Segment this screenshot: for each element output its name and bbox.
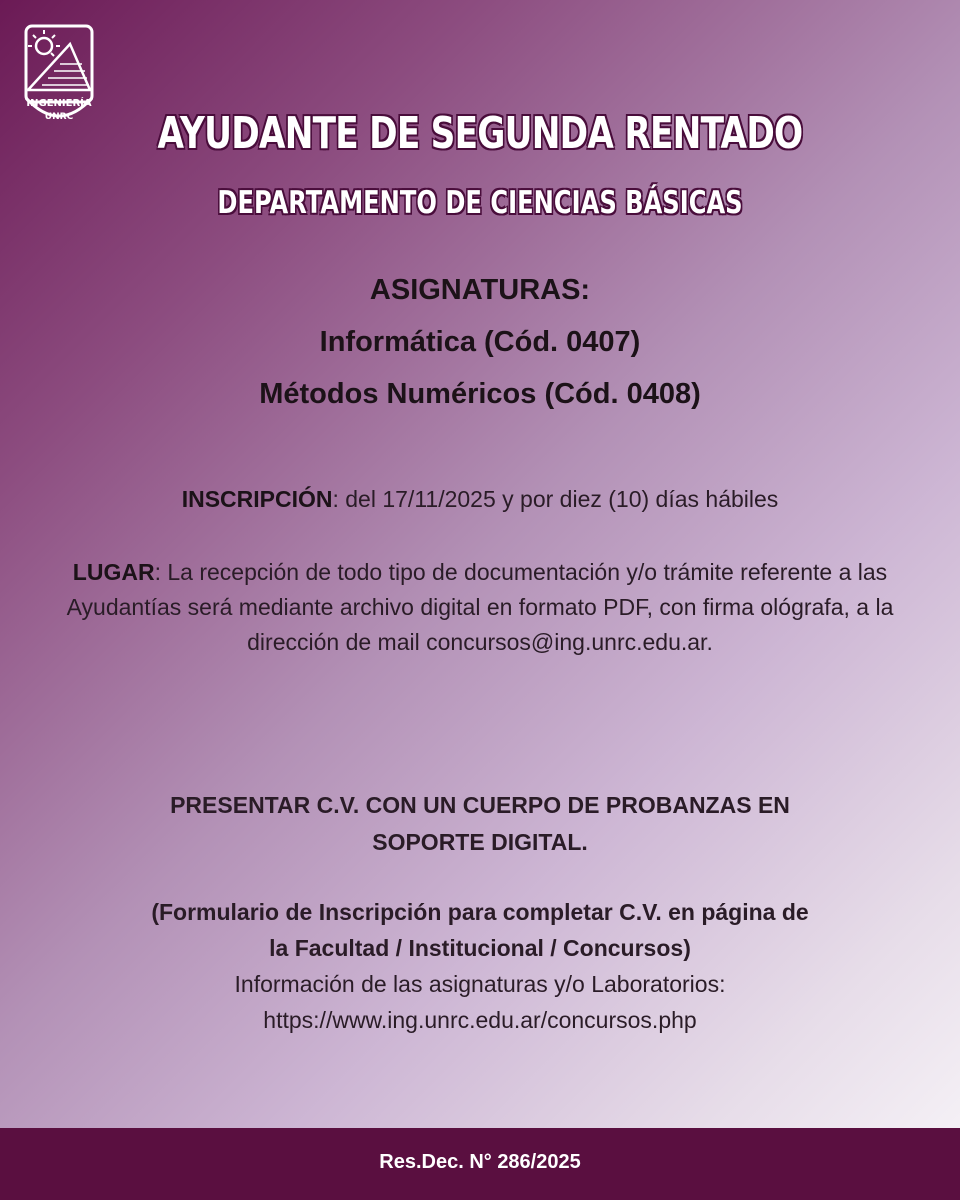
logo-text-ingenieria: INGENIERÍA (26, 98, 92, 109)
formulario-paragraph (40, 894, 920, 1038)
lugar-text: : La recepción de todo tipo de documentación y/o trámite referente a las Ayudantías será mediante archivo digital en formato PDF, con firma ológrafa, a la dirección de mail concursos@ing.unrc.edu.ar. (66, 559, 894, 655)
lugar-label: LUGAR (72, 559, 155, 585)
subject-item-informatica: Informática (Cód. 0407) (319, 326, 641, 358)
page-title: AYUDANTE DE SEGUNDA RENTADO (157, 108, 803, 159)
subjects-heading: ASIGNATURAS: (369, 274, 591, 306)
department-subtitle: DEPARTAMENTO DE CIENCIAS BÁSICAS (217, 185, 743, 221)
formulario-line-1: (Formulario de Inscripción para completar C.V. en página de (151, 899, 809, 925)
subject-item-metodos-numericos: Métodos Numéricos (Cód. 0408) (259, 378, 701, 410)
presentar-line-2: SOPORTE DIGITAL. (372, 829, 588, 855)
footer-bar (0, 1128, 960, 1200)
formulario-line-2: la Facultad / Institucional / Concursos) (269, 935, 691, 961)
inscripcion-paragraph (40, 482, 920, 517)
subjects-section (0, 264, 960, 420)
presentar-paragraph (40, 787, 920, 861)
presentar-line-1: PRESENTAR C.V. CON UN CUERPO DE PROBANZAS EN (170, 792, 790, 818)
logo-text-unrc: UNRC (44, 112, 74, 122)
lugar-paragraph (40, 555, 920, 660)
resolution-number: Res.Dec. N° 286/2025 (379, 1151, 581, 1173)
formulario-line-3: Información de las asignaturas y/o Laboratorios: (234, 971, 726, 997)
faculty-logo (24, 24, 96, 128)
concursos-link[interactable]: https://www.ing.unrc.edu.ar/concursos.php (263, 1007, 697, 1033)
inscripcion-text: : del 17/11/2025 y por diez (10) días hábiles (332, 486, 779, 512)
inscripcion-label: INSCRIPCIÓN (181, 486, 333, 512)
